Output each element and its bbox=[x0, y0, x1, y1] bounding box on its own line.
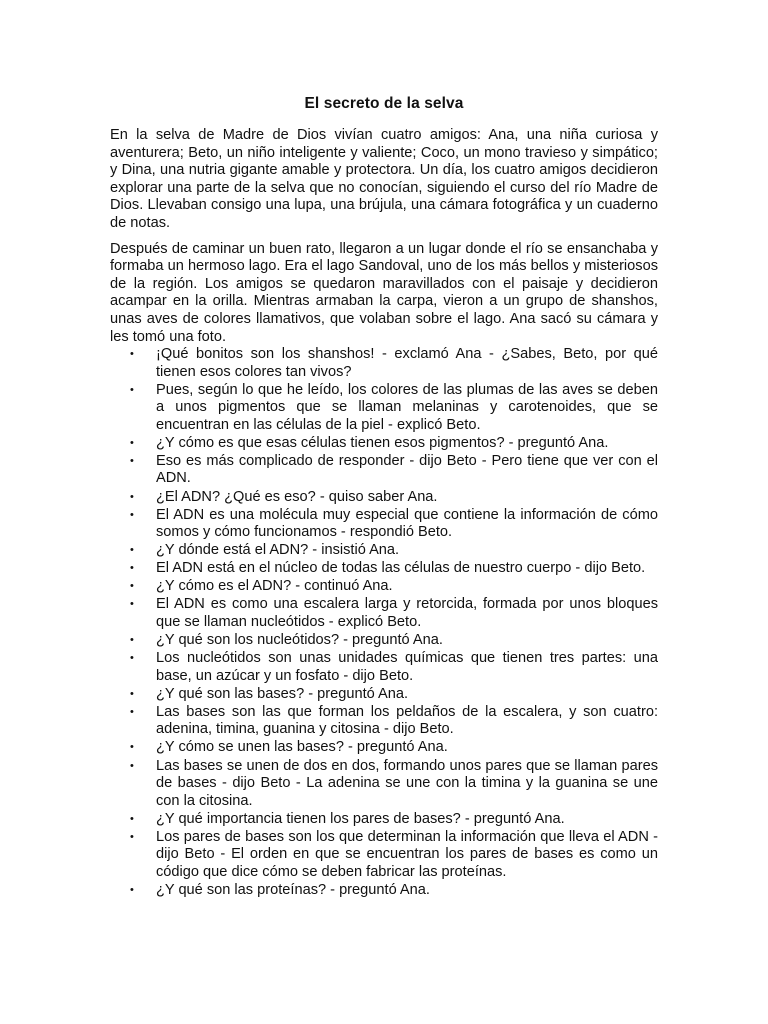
list-item bbox=[110, 829, 658, 882]
bullet-icon: • bbox=[130, 634, 134, 647]
list-item bbox=[110, 686, 658, 704]
bullet-icon: • bbox=[130, 436, 134, 449]
bullet-icon: • bbox=[130, 598, 134, 611]
list-item-text: ¡Qué bonitos son los shanshos! - exclamó Ana - ¿Sabes, Beto, por qué tienen esos colores tan vivos? bbox=[156, 346, 658, 380]
bullet-icon: • bbox=[130, 883, 134, 896]
list-item bbox=[110, 560, 658, 578]
list-item bbox=[110, 489, 658, 507]
bullet-icon: • bbox=[130, 562, 134, 575]
list-item bbox=[110, 346, 658, 381]
list-item bbox=[110, 435, 658, 453]
bullet-icon: • bbox=[130, 508, 134, 521]
list-item-text: El ADN es una molécula muy especial que contiene la información de cómo somos y cómo funcionamos - respondió Beto. bbox=[156, 506, 658, 541]
list-item-text: ¿El ADN? ¿Qué es eso? - quiso saber Ana. bbox=[156, 488, 438, 505]
list-item bbox=[110, 758, 658, 811]
paragraph-intro: En la selva de Madre de Dios vivían cuatro amigos: Ana, una niña curiosa y aventurera; Beto, un niño inteligente y valiente; Coco, un mono travieso y simpático; y Dina, una nutria gigante amable y protectora. Un día, los cuatro amigos decidieron explorar una parte de la selva que no conocían, siguiendo el curso del río Madre de Dios. Llevaban consigo una lupa, una brújula, una cámara fotográfica y un cuaderno de notas. bbox=[110, 127, 658, 231]
list-item-text: ¿Y qué son las proteínas? - preguntó Ana. bbox=[156, 881, 430, 898]
list-item-text: ¿Y cómo es el ADN? - continuó Ana. bbox=[156, 578, 393, 595]
list-item-text: Los pares de bases son los que determinan la información que lleva el ADN - dijo Beto - El orden en que se encuentran los pares de bases es como un código que dice cómo se deben fabricar las proteínas. bbox=[156, 828, 658, 880]
list-item-text: ¿Y qué son los nucleótidos? - preguntó Ana. bbox=[156, 632, 443, 649]
list-item-text: ¿Y qué importancia tienen los pares de bases? - preguntó Ana. bbox=[156, 810, 565, 827]
list-item bbox=[110, 596, 658, 631]
list-item-text: ¿Y cómo es que esas células tienen esos pigmentos? - preguntó Ana. bbox=[156, 434, 609, 451]
list-item-text: Los nucleótidos son unas unidades químicas que tienen tres partes: una base, un azúcar y un fosfato - dijo Beto. bbox=[156, 650, 658, 684]
bullet-icon: • bbox=[130, 490, 134, 503]
bullet-icon: • bbox=[130, 383, 134, 396]
list-item-text: ¿Y cómo se unen las bases? - preguntó Ana. bbox=[156, 739, 448, 756]
list-item-text: ¿Y dónde está el ADN? - insistió Ana. bbox=[156, 542, 400, 559]
list-item bbox=[110, 739, 658, 757]
list-item-text: El ADN está en el núcleo de todas las células de nuestro cuerpo - dijo Beto. bbox=[156, 560, 646, 577]
list-item bbox=[110, 382, 658, 435]
document-page bbox=[110, 94, 658, 900]
list-item bbox=[110, 453, 658, 488]
list-item bbox=[110, 882, 658, 900]
list-item-text: ¿Y qué son las bases? - preguntó Ana. bbox=[156, 685, 409, 702]
list-item-text: Las bases se unen de dos en dos, formando unos pares que se llaman pares de bases - dijo Beto - La adenina se une con la timina y la guanina se une con la citosina. bbox=[156, 757, 658, 809]
bullet-icon: • bbox=[130, 348, 134, 361]
list-item bbox=[110, 650, 658, 685]
bullet-icon: • bbox=[130, 705, 134, 718]
bullet-icon: • bbox=[130, 454, 134, 467]
dialogue-list bbox=[110, 346, 658, 899]
bullet-icon: • bbox=[130, 544, 134, 557]
bullet-icon: • bbox=[130, 741, 134, 754]
bullet-icon: • bbox=[130, 687, 134, 700]
list-item bbox=[110, 542, 658, 560]
list-item bbox=[110, 578, 658, 596]
bullet-icon: • bbox=[130, 580, 134, 593]
list-item-text: Las bases son las que forman los peldaños de la escalera, y son cuatro: adenina, timina, guanina y citosina - dijo Beto. bbox=[156, 703, 658, 738]
bullet-icon: • bbox=[130, 812, 134, 825]
list-item bbox=[110, 632, 658, 650]
list-item bbox=[110, 811, 658, 829]
bullet-icon: • bbox=[130, 652, 134, 665]
list-item bbox=[110, 704, 658, 739]
paragraph-lake: Después de caminar un buen rato, llegaron a un lugar donde el río se ensanchaba y formaba un hermoso lago. Era el lago Sandoval, uno de los más bellos y misteriosos de la región. Los amigos se quedaron maravillados con el paisaje y decidieron acampar en la orilla. Mientras armaban la carpa, vieron a un grupo de shanshos, unas aves de colores llamativos, que volaban sobre el lago. Ana sacó su cámara y les tomó una foto. bbox=[110, 240, 658, 345]
list-item-text: Pues, según lo que he leído, los colores de las plumas de las aves se deben a unos pigmentos que se llaman melaninas y carotenoides, que se encuentran en las células de la piel - explicó Beto. bbox=[156, 381, 658, 433]
bullet-icon: • bbox=[130, 830, 134, 843]
list-item-text: Eso es más complicado de responder - dijo Beto - Pero tiene que ver con el ADN. bbox=[156, 452, 658, 487]
bullet-icon: • bbox=[130, 759, 134, 772]
document-title: El secreto de la selva bbox=[304, 95, 464, 112]
list-item bbox=[110, 507, 658, 542]
list-item-text: El ADN es como una escalera larga y retorcida, formada por unos bloques que se llaman nucleótidos - explicó Beto. bbox=[156, 596, 658, 630]
